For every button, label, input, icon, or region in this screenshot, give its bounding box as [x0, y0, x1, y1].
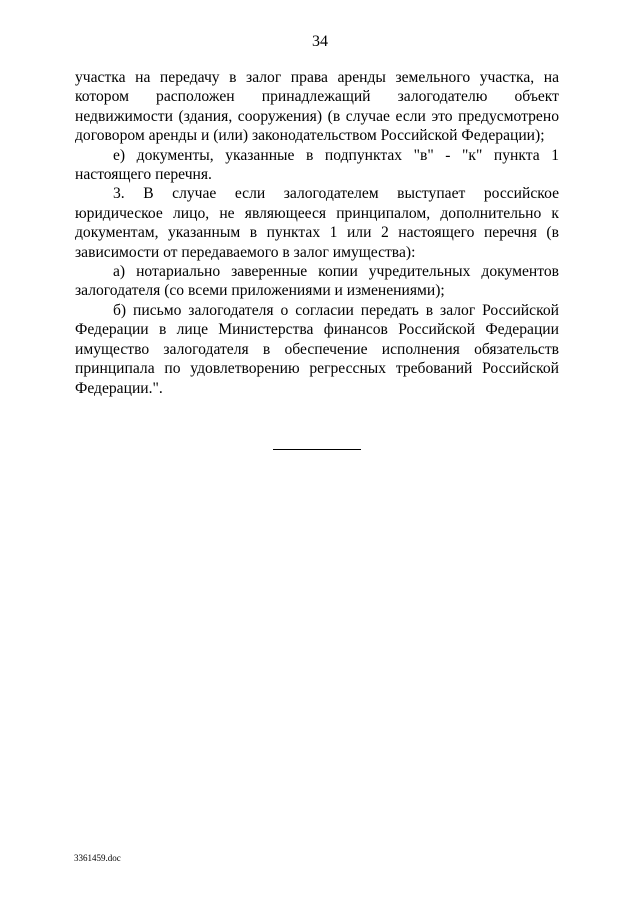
paragraph-lease-clause: участка на передачу в залог права аренды земельного участка, на котором расположен принадлежащий залогодателю объект недвижимости (здания, сооружения) (в случае если это предусмотрено договором аренды и (или) законодательством Российской Федерации);	[75, 69, 559, 145]
document-body	[75, 68, 559, 398]
paragraph-item-a: а) нотариально заверенные копии учредительных документов залогодателя (со всеми приложениями и изменениями);	[75, 263, 559, 300]
end-separator-line	[273, 449, 361, 450]
paragraph-item-e: е) документы, указанные в подпунктах "в" - "к" пункта 1 настоящего перечня.	[75, 146, 559, 184]
paragraph-section-3: 3. В случае если залогодателем выступает российское юридическое лицо, не являющееся принципалом, дополнительно к документам, указанным в пунктах 1 или 2 настоящего перечня (в зависимости от передаваемого в залог имущества):	[75, 185, 559, 261]
paragraph-item-b: б) письмо залогодателя о согласии передать в залог Российской Федерации в лице Министерства финансов Российской Федерации имущество залогодателя в обеспечение исполнения обязательств принципала по удовлетворению регрессных требований Российской Федерации.".	[75, 301, 559, 397]
page-number: 34	[312, 33, 328, 50]
document-file-code: 3361459.doc	[74, 853, 121, 863]
